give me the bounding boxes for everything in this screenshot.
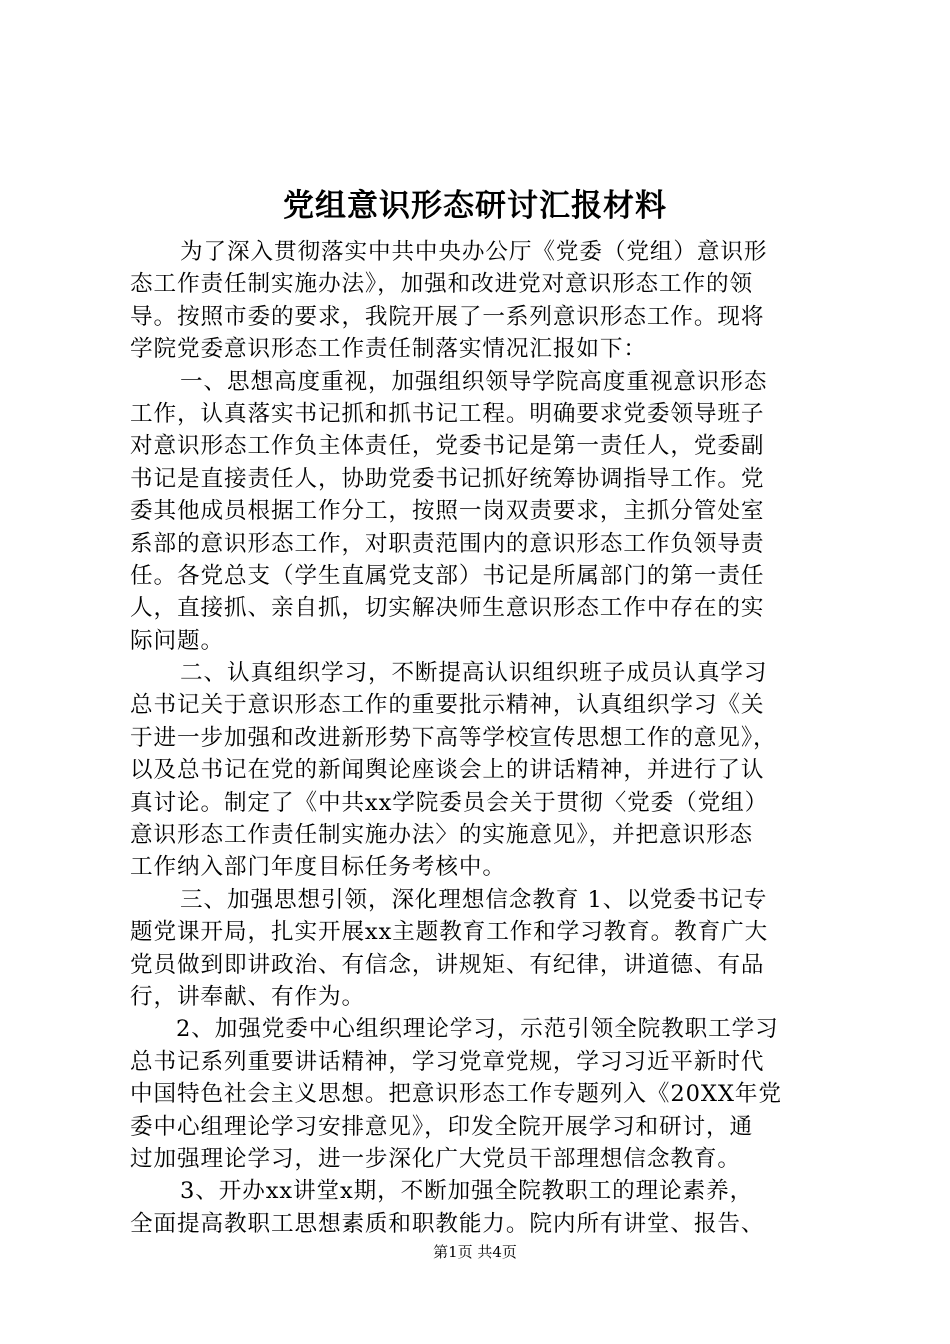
body-text-line: 以及总书记在党的新闻舆论座谈会上的讲话精神，并进行了认 (130, 757, 765, 784)
body-text-line: 意识形态工作责任制实施办法〉的实施意见》，并把意识形态 (130, 822, 754, 849)
body-text-line: 过加强理论学习，进一步深化广大党员干部理想信念教育。 (130, 1145, 741, 1172)
body-text-line: 际问题。 (130, 627, 224, 654)
body-text-line: 对意识形态工作负主体责任，党委书记是第一责任人，党委副 (130, 433, 765, 460)
body-text-line: 于进一步加强和改进新形势下高等学校宣传思想工作的意见》， (130, 724, 777, 751)
body-text-line: 中国特色社会主义思想。把意识形态工作专题列入《20XX年党 (130, 1081, 782, 1108)
body-text-line: 为了深入贯彻落实中共中央办公厅《党委（党组）意识形 (180, 239, 768, 265)
body-text-line: 题党课开局，扎实开展xx主题教育工作和学习教育。教育广大 (130, 919, 769, 946)
page-footer: 第1页 共4页 (433, 1243, 517, 1261)
body-text-line: 系部的意识形态工作，对职责范围内的意识形态工作负领导责 (130, 530, 765, 557)
body-text-line: 人，直接抓、亲自抓，切实解决师生意识形态工作中存在的实 (130, 595, 765, 622)
body-text-line: 3、开办xx讲堂x期，不断加强全院教职工的理论素养， (180, 1178, 754, 1205)
body-text-line: 总书记关于意识形态工作的重要批示精神，认真组织学习《关 (130, 692, 765, 719)
body-text-line: 导。按照市委的要求，我院开展了一系列意识形态工作。现将 (130, 303, 765, 330)
document-body (130, 236, 830, 1240)
body-text-line: 三、加强思想引领，深化理想信念教育 1、以党委书记专 (180, 886, 768, 913)
body-text-line: 二、认真组织学习，不断提高认识组织班子成员认真学习 (180, 660, 768, 687)
body-text-line: 态工作责任制实施办法》，加强和改进党对意识形态工作的领 (130, 271, 754, 298)
body-text-line: 一、思想高度重视，加强组织领导学院高度重视意识形态 (180, 368, 768, 395)
body-text-line: 工作纳入部门年度目标任务考核中。 (130, 854, 506, 881)
body-text-line: 2、加强党委中心组织理论学习，示范引领全院教职工学习 (176, 1016, 779, 1043)
body-text-line: 真讨论。制定了《中共xx学院委员会关于贯彻〈党委（党组） (130, 789, 769, 816)
body-text-line: 书记是直接责任人，协助党委书记抓好统筹协调指导工作。党 (130, 465, 765, 492)
body-text-line: 学院党委意识形态工作责任制落实情况汇报如下： (130, 336, 647, 363)
document-title: 党组意识形态研讨汇报材料 (283, 188, 667, 224)
body-text-line: 总书记系列重要讲话精神，学习党章党规，学习习近平新时代 (130, 1048, 765, 1075)
body-text-line: 党员做到即讲政治、有信念，讲规矩、有纪律，讲道德、有品 (130, 951, 765, 978)
body-text-line: 行，讲奉献、有作为。 (130, 983, 365, 1010)
body-text-line: 委中心组理论学习安排意见》，印发全院开展学习和研讨，通 (130, 1113, 754, 1140)
body-text-line: 委其他成员根据工作分工，按照一岗双责要求，主抓分管处室 (130, 498, 765, 525)
body-text-line: 全面提高教职工思想素质和职教能力。院内所有讲堂、报告、 (130, 1210, 765, 1237)
body-text-line: 工作，认真落实书记抓和抓书记工程。明确要求党委领导班子 (130, 400, 765, 427)
body-text-line: 任。各党总支（学生直属党支部）书记是所属部门的第一责任 (130, 562, 765, 589)
